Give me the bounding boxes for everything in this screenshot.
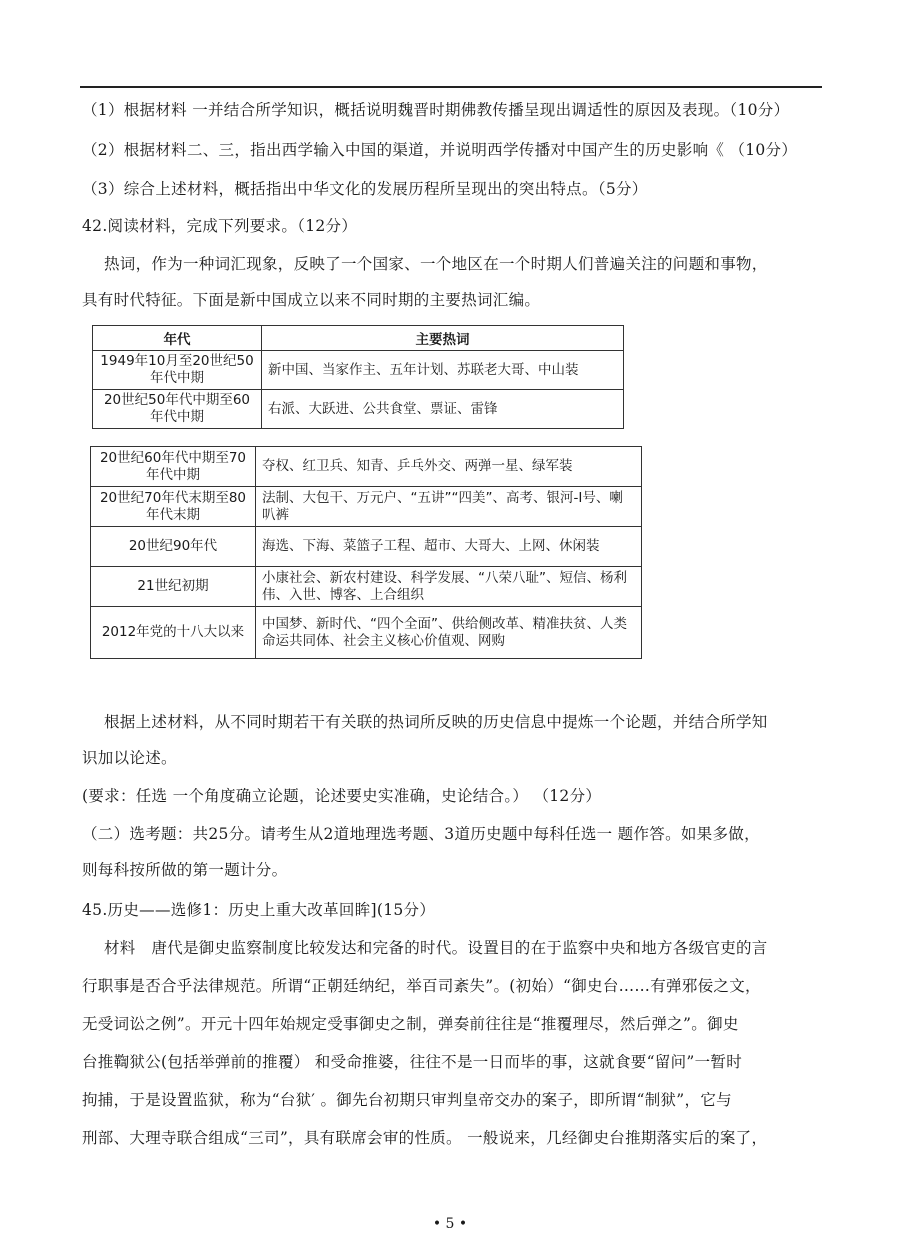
material-line: 刑部、大理寺联合组成“三司”，具有联席会审的性质。 一般说来，几经御史台推期落实后的案了， [82, 1129, 768, 1147]
hotwords-cell: 小康社会、新农村建设、科学发展、“八荣八耻”、短信、杨利伟、入世、博客、上合组织 [256, 567, 642, 607]
period-cell: 20世纪90年代 [91, 527, 256, 567]
material-line: 拘捕，于是设置监狱，称为“台狱′ 。御先台初期只审判皇帝交办的案子，即所谓“制狱”，它与 [82, 1091, 732, 1109]
table-row [93, 351, 624, 390]
table-row [91, 527, 642, 567]
header-period: 年代 [93, 326, 262, 351]
question-2: （2）根据材料二、三，指出西学输入中国的渠道，并说明西学传播对中国产生的历史影响《 （10分） [82, 141, 798, 159]
table-row [91, 447, 642, 487]
material-line: 材料 唐代是御史监察制度比较发达和完备的时代。设置目的在于监察中央和地方各级官吏的言 [104, 939, 768, 957]
hotwords-table-b [90, 446, 642, 659]
question-3: （3）综合上述材料，概括指出中华文化的发展历程所呈现出的突出特点。（5分） [82, 180, 648, 198]
header-words: 主要热词 [262, 326, 624, 351]
table-row [91, 487, 642, 527]
section-2-line-1: （二）选考题：共25分。请考生从2道地理选考题、3道历史题中每科任选一 题作答。如果多做， [82, 825, 760, 843]
hotwords-cell: 夺权、红卫兵、知青、乒乓外交、两弹一星、绿军装 [256, 447, 642, 487]
table-row [93, 390, 624, 429]
hotwords-cell: 海选、下海、菜篮子工程、超市、大哥大、上网、休闲装 [256, 527, 642, 567]
task-line-1: 根据上述材料，从不同时期若干有关联的热词所反映的历史信息中提炼一个论题，并结合所学知 [104, 713, 768, 731]
period-cell: 2012年党的十八大以来 [91, 607, 256, 659]
hotwords-cell: 右派、大跃进、公共食堂、票证、雷锋 [262, 390, 624, 429]
section-2-line-2: 则每科按所做的第一题计分。 [82, 861, 288, 879]
hotwords-cell: 法制、大包干、万元户、“五讲”“四美”、高考、银河-I号、喇叭裤 [256, 487, 642, 527]
table-row [91, 607, 642, 659]
intro-line-2: 具有时代特征。下面是新中国成立以来不同时期的主要热词汇编。 [82, 291, 541, 309]
hotwords-table-a [92, 325, 624, 429]
top-rule [80, 86, 822, 88]
page-number: • 5 • [432, 1216, 468, 1232]
table-row [91, 567, 642, 607]
period-cell: 20世纪50年代中期至60年代中期 [93, 390, 262, 429]
material-line: 无受词讼之例”。开元十四年始规定受事御史之制，弹奏前往往是“推覆理尽，然后弹之”。御史 [82, 1015, 739, 1033]
question-42-heading: 42.阅读材料，完成下列要求。（12分） [82, 217, 358, 235]
intro-line-1: 热词，作为一种词汇现象，反映了一个国家、一个地区在一个时期人们普遍关注的问题和事物， [104, 255, 768, 273]
period-cell: 20世纪60年代中期至70年代中期 [91, 447, 256, 487]
task-line-2: 识加以论述。 [82, 749, 177, 767]
hotwords-cell: 新中国、当家作主、五年计划、苏联老大哥、中山装 [262, 351, 624, 390]
table-header-row [93, 326, 624, 351]
period-cell: 1949年10月至20世纪50年代中期 [93, 351, 262, 390]
material-line: 台推鞫狱公(包括举弹前的推覆） 和受命推婆，往往不是一日而毕的事，这就食要“留问”一暂时 [82, 1053, 743, 1071]
hotwords-cell: 中国梦、新时代、“四个全面”、供给侧改革、精准扶贫、人类命运共同体、社会主义核心价值观、网购 [256, 607, 642, 659]
requirement-line: (要求：任选 一个角度确立论题，论述要史实准确，史论结合。） （12分） [82, 787, 602, 805]
material-line: 行职事是否合乎法律规范。所谓“正朝廷纳纪，举百司紊失”。(初始）“御史台……有弹邪佞之文， [82, 977, 761, 995]
question-45-heading: 45.历史——选修1：历史上重大改革回眸](15分） [82, 901, 436, 919]
question-1: （1）根据材料 一并结合所学知识，概括说明魏晋时期佛教传播呈现出调适性的原因及表现。（10分） [82, 101, 790, 119]
period-cell: 20世纪70年代末期至80年代末期 [91, 487, 256, 527]
period-cell: 21世纪初期 [91, 567, 256, 607]
